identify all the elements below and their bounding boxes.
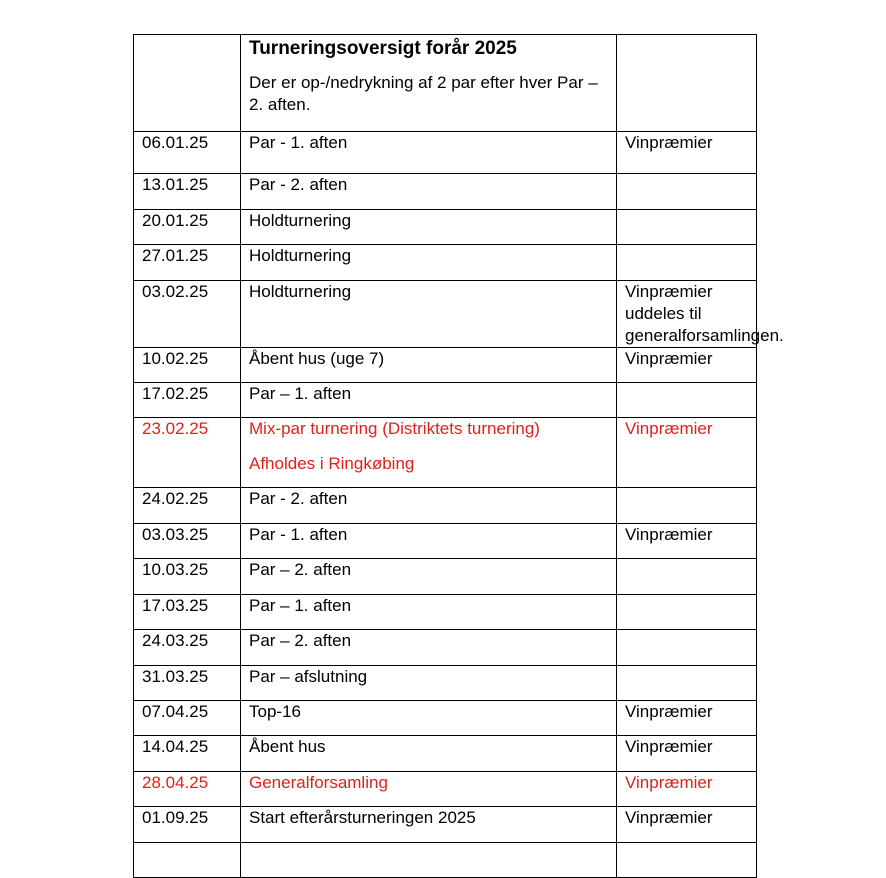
- table-row: [134, 348, 757, 383]
- prize-cell: Vinpræmier: [617, 807, 757, 843]
- prize-cell: Vinpræmier: [617, 736, 757, 772]
- date-cell: 07.04.25: [134, 701, 241, 736]
- event-cell: [241, 843, 617, 878]
- prize-cell: [617, 245, 757, 281]
- table-row-empty: [134, 843, 757, 878]
- date-cell: [134, 843, 241, 878]
- date-cell: 20.01.25: [134, 210, 241, 245]
- prize-cell: [617, 559, 757, 595]
- event-cell: Par - 2. aften: [241, 174, 617, 210]
- event-cell: Åbent hus (uge 7): [241, 348, 617, 383]
- event-cell: Par - 2. aften: [241, 488, 617, 524]
- table-row: [134, 701, 757, 736]
- date-cell: 13.01.25: [134, 174, 241, 210]
- prize-cell: Vinpræmier: [617, 701, 757, 736]
- date-cell: 10.02.25: [134, 348, 241, 383]
- header-prize-cell: [617, 35, 757, 132]
- event-title: Mix-par turnering (Distriktets turnering): [249, 419, 540, 438]
- prize-cell: [617, 843, 757, 878]
- event-cell: Par - 1. aften: [241, 132, 617, 174]
- prize-cell: Vinpræmier: [617, 772, 757, 807]
- date-cell: 17.02.25: [134, 383, 241, 418]
- date-cell: 01.09.25: [134, 807, 241, 843]
- table-row: [134, 559, 757, 595]
- event-cell: Holdturnering: [241, 210, 617, 245]
- prize-cell: [617, 383, 757, 418]
- tournament-schedule-table: [133, 34, 784, 878]
- event-cell: Par – 2. aften: [241, 559, 617, 595]
- prize-cell: [617, 666, 757, 701]
- prize-cell: Vinpræmier: [617, 418, 757, 488]
- prize-cell: Vinpræmier: [617, 348, 757, 383]
- date-cell: 10.03.25: [134, 559, 241, 595]
- prize-cell: [617, 630, 757, 666]
- prize-cell: [617, 174, 757, 210]
- event-cell: Par – afslutning: [241, 666, 617, 701]
- event-cell: Par - 1. aften: [241, 524, 617, 559]
- event-cell: Par – 1. aften: [241, 383, 617, 418]
- table-row: [134, 383, 757, 418]
- table-row-highlighted: [134, 772, 757, 807]
- date-cell: 31.03.25: [134, 666, 241, 701]
- table-row-highlighted: [134, 418, 757, 488]
- prize-cell: Vinpræmier uddeles til generalforsamlingen.: [617, 281, 757, 348]
- date-cell: 27.01.25: [134, 245, 241, 281]
- table-row: [134, 132, 757, 174]
- prize-cell: [617, 210, 757, 245]
- table-row: [134, 281, 757, 348]
- event-cell: Generalforsamling: [241, 772, 617, 807]
- date-cell: 23.02.25: [134, 418, 241, 488]
- date-cell: 17.03.25: [134, 595, 241, 630]
- date-cell: 14.04.25: [134, 736, 241, 772]
- date-cell: 03.03.25: [134, 524, 241, 559]
- event-cell: Start efterårsturneringen 2025: [241, 807, 617, 843]
- table-row: [134, 807, 757, 843]
- prize-cell: [617, 595, 757, 630]
- table-row: [134, 488, 757, 524]
- table-row: [134, 524, 757, 559]
- event-cell: [241, 418, 617, 488]
- event-cell: Holdturnering: [241, 281, 617, 348]
- table-row: [134, 666, 757, 701]
- date-cell: 24.03.25: [134, 630, 241, 666]
- prize-cell: Vinpræmier: [617, 524, 757, 559]
- event-cell: Åbent hus: [241, 736, 617, 772]
- table-row: [134, 210, 757, 245]
- table-row: [134, 595, 757, 630]
- table-row: [134, 736, 757, 772]
- table-row: [134, 630, 757, 666]
- event-cell: Par – 2. aften: [241, 630, 617, 666]
- event-cell: Top-16: [241, 701, 617, 736]
- date-cell: 28.04.25: [134, 772, 241, 807]
- table-row: [134, 245, 757, 281]
- event-location: Afholdes i Ringkøbing: [249, 454, 415, 473]
- prize-cell: Vinpræmier: [617, 132, 757, 174]
- header-note: Der er op-/nedrykning af 2 par efter hver Par – 2. aften.: [249, 73, 598, 114]
- event-cell: Par – 1. aften: [241, 595, 617, 630]
- table-row: [134, 174, 757, 210]
- header-row: [134, 35, 757, 132]
- prize-cell: [617, 488, 757, 524]
- header-date-cell: [134, 35, 241, 132]
- header-cell: [241, 35, 617, 132]
- date-cell: 24.02.25: [134, 488, 241, 524]
- event-cell: Holdturnering: [241, 245, 617, 281]
- date-cell: 06.01.25: [134, 132, 241, 174]
- page-title: Turneringsoversigt forår 2025: [249, 38, 517, 59]
- date-cell: 03.02.25: [134, 281, 241, 348]
